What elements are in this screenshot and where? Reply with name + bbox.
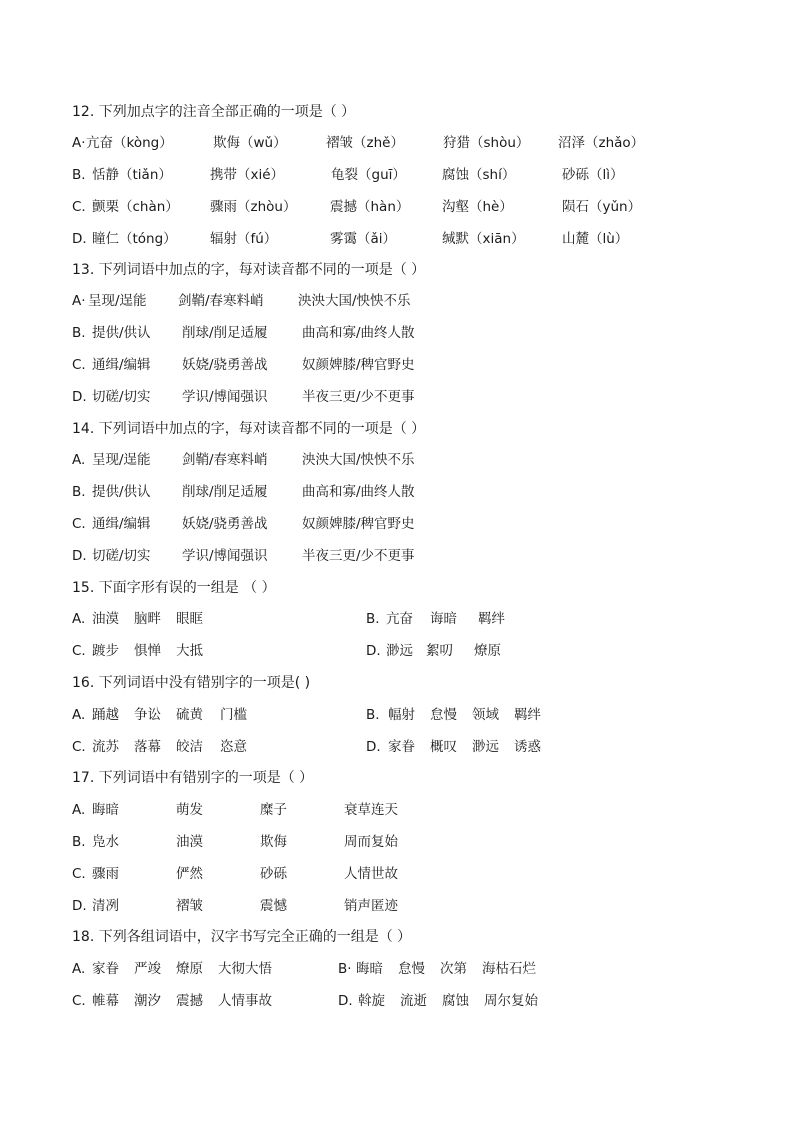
option-item: 沼泽（zhǎo） bbox=[558, 135, 645, 151]
option-item: 沟壑（hè） bbox=[442, 199, 513, 215]
option-item: 油漠 bbox=[176, 834, 203, 850]
option-item: 亢奋（kòng） bbox=[86, 135, 173, 151]
option-item: 踊越 bbox=[92, 707, 119, 723]
option-item: 诱惑 bbox=[514, 739, 541, 755]
option-label: C. bbox=[72, 993, 86, 1009]
option-item: 燎原 bbox=[176, 961, 203, 977]
option-item: 皎洁 bbox=[176, 739, 203, 755]
option-item: 周尔复始 bbox=[484, 993, 538, 1009]
option-label: D. bbox=[72, 548, 87, 564]
option-item: 半夜三更/少不更事 bbox=[302, 548, 415, 564]
option-item: 砂砾 bbox=[260, 866, 287, 882]
option-item: 曲高和寡/曲终人散 bbox=[302, 325, 415, 341]
option-label: D. bbox=[72, 898, 87, 914]
option-label: B. bbox=[366, 707, 380, 723]
question-16-stem: 16. 下列词语中没有错别字的一项是( ) bbox=[72, 675, 311, 691]
option-item: 帷幕 bbox=[92, 993, 119, 1009]
option-item: 絮叨 bbox=[426, 643, 453, 659]
option-label: B. bbox=[366, 611, 380, 627]
option-item: 恬静（tiǎn） bbox=[92, 167, 172, 183]
option-item: 山麓（lù） bbox=[562, 231, 629, 247]
option-item: 燎原 bbox=[474, 643, 501, 659]
option-label: B. bbox=[72, 834, 86, 850]
option-item: 缄默（xiān） bbox=[442, 231, 525, 247]
option-item: 半夜三更/少不更事 bbox=[302, 389, 415, 405]
option-item: 震憾 bbox=[260, 898, 287, 914]
option-item: 砂砾（lì） bbox=[562, 167, 624, 183]
option-item: 羁绊 bbox=[514, 707, 541, 723]
option-item: 携带（xié） bbox=[210, 167, 285, 183]
option-item: 切磋/切实 bbox=[92, 548, 151, 564]
option-item: 奴颜婢膝/稗官野史 bbox=[302, 357, 415, 373]
option-item: 渺远 bbox=[472, 739, 499, 755]
option-item: 门槛 bbox=[220, 707, 247, 723]
option-item: 辐射（fú） bbox=[210, 231, 278, 247]
option-item: 削球/削足适履 bbox=[182, 325, 268, 341]
option-item: 泱泱大国/怏怏不乐 bbox=[298, 293, 411, 309]
option-item: 渺远 bbox=[386, 643, 413, 659]
option-item: 怠慢 bbox=[430, 707, 457, 723]
option-item: 油漠 bbox=[92, 611, 119, 627]
option-item: 严竣 bbox=[134, 961, 161, 977]
option-item: 剑鞘/春寒料峭 bbox=[178, 293, 264, 309]
option-label: D. bbox=[366, 739, 381, 755]
option-label: B. bbox=[72, 167, 86, 183]
option-item: 学识/博闻强识 bbox=[182, 389, 268, 405]
option-item: 脑畔 bbox=[134, 611, 161, 627]
option-item: 褶皱（zhě） bbox=[326, 135, 404, 151]
option-item: 妖娆/骁勇善战 bbox=[182, 357, 268, 373]
option-item: 销声匿迹 bbox=[344, 898, 398, 914]
option-item: 大抵 bbox=[176, 643, 203, 659]
option-item: 凫水 bbox=[92, 834, 119, 850]
option-item: 晦暗 bbox=[92, 802, 119, 818]
option-item: 硫黄 bbox=[176, 707, 203, 723]
option-item: 褶皱 bbox=[176, 898, 203, 914]
option-item: 争讼 bbox=[134, 707, 161, 723]
option-item: 腐蚀 bbox=[442, 993, 469, 1009]
option-item: 幅射 bbox=[388, 707, 415, 723]
option-label: B· bbox=[338, 961, 352, 977]
option-item: 落幕 bbox=[134, 739, 161, 755]
option-item: 海枯石烂 bbox=[482, 961, 536, 977]
option-item: 概叹 bbox=[430, 739, 457, 755]
option-item: 踱步 bbox=[92, 643, 119, 659]
question-15-stem: 15. 下面字形有误的一组是 （ ） bbox=[72, 580, 276, 596]
option-label: D. bbox=[72, 389, 87, 405]
question-12-stem: 12. 下列加点字的注音全部正确的一项是（ ） bbox=[72, 104, 356, 120]
option-item: 震撼（hàn） bbox=[330, 199, 410, 215]
option-label: A. bbox=[72, 961, 86, 977]
option-label: C. bbox=[72, 739, 86, 755]
option-label: D. bbox=[338, 993, 353, 1009]
option-item: 流逝 bbox=[400, 993, 427, 1009]
option-label: B. bbox=[72, 484, 86, 500]
option-item: 怠慢 bbox=[398, 961, 425, 977]
option-item: 清冽 bbox=[92, 898, 119, 914]
option-item: 衰草连天 bbox=[344, 802, 398, 818]
option-item: 潮汐 bbox=[134, 993, 161, 1009]
option-label: C. bbox=[72, 516, 86, 532]
option-item: 奴颜婢膝/稗官野史 bbox=[302, 516, 415, 532]
option-item: 狩猎（shòu） bbox=[443, 135, 530, 151]
option-item: 呈现/逞能 bbox=[88, 293, 147, 309]
option-item: 欺侮 bbox=[260, 834, 287, 850]
option-label: C. bbox=[72, 866, 86, 882]
option-item: 切磋/切实 bbox=[92, 389, 151, 405]
option-label: A· bbox=[72, 135, 86, 151]
option-item: 提供/供认 bbox=[92, 325, 151, 341]
option-item: 震撼 bbox=[176, 993, 203, 1009]
option-item: 斡旋 bbox=[358, 993, 385, 1009]
option-item: 泱泱大国/怏怏不乐 bbox=[302, 452, 415, 468]
question-18-stem: 18. 下列各组词语中，汉字书写完全正确的一组是（ ） bbox=[72, 929, 412, 945]
option-item: 呈现/逞能 bbox=[92, 452, 151, 468]
option-item: 周而复始 bbox=[344, 834, 398, 850]
option-item: 领域 bbox=[472, 707, 499, 723]
option-item: 通缉/编辑 bbox=[92, 516, 151, 532]
option-label: C. bbox=[72, 643, 86, 659]
option-label: A. bbox=[72, 802, 86, 818]
option-item: 腐蚀（shí） bbox=[442, 167, 516, 183]
option-item: 大彻大悟 bbox=[218, 961, 272, 977]
option-item: 糜子 bbox=[260, 802, 287, 818]
option-label: A· bbox=[72, 293, 86, 309]
option-item: 学识/博闻强识 bbox=[182, 548, 268, 564]
question-14-stem: 14. 下列词语中加点的字，每对读音都不同的一项是（ ） bbox=[72, 421, 426, 437]
option-item: 诲暗 bbox=[430, 611, 457, 627]
question-13-stem: 13. 下列词语中加点的字，每对读音都不同的一项是（ ） bbox=[72, 262, 426, 278]
option-label: A. bbox=[72, 452, 86, 468]
option-item: 次第 bbox=[440, 961, 467, 977]
option-item: 羁绊 bbox=[478, 611, 505, 627]
option-item: 雾霭（ǎi） bbox=[330, 231, 397, 247]
option-item: 家眷 bbox=[388, 739, 415, 755]
option-item: 欺侮（wǔ） bbox=[213, 135, 287, 151]
option-item: 晦暗 bbox=[356, 961, 383, 977]
option-item: 骤雨 bbox=[92, 866, 119, 882]
question-17-stem: 17. 下列词语中有错别字的一项是（ ） bbox=[72, 770, 314, 786]
option-item: 瞳仁（tóng） bbox=[92, 231, 177, 247]
option-item: 剑鞘/春寒料峭 bbox=[182, 452, 268, 468]
option-label: B. bbox=[72, 325, 86, 341]
option-item: 曲高和寡/曲终人散 bbox=[302, 484, 415, 500]
option-item: 妖娆/骁勇善战 bbox=[182, 516, 268, 532]
option-label: C. bbox=[72, 357, 86, 373]
option-item: 俨然 bbox=[176, 866, 203, 882]
option-label: A. bbox=[72, 611, 86, 627]
option-item: 人情事故 bbox=[218, 993, 272, 1009]
option-item: 萌发 bbox=[176, 802, 203, 818]
option-item: 龟裂（guī） bbox=[331, 167, 406, 183]
option-label: D. bbox=[72, 231, 87, 247]
option-label: A. bbox=[72, 707, 86, 723]
option-label: C. bbox=[72, 199, 86, 215]
option-item: 提供/供认 bbox=[92, 484, 151, 500]
option-label: D. bbox=[366, 643, 381, 659]
option-item: 家眷 bbox=[92, 961, 119, 977]
option-item: 通缉/编辑 bbox=[92, 357, 151, 373]
option-item: 陨石（yǔn） bbox=[562, 199, 642, 215]
option-item: 骤雨（zhòu） bbox=[210, 199, 297, 215]
option-item: 人情世故 bbox=[344, 866, 398, 882]
option-item: 颤栗（chàn） bbox=[92, 199, 179, 215]
option-item: 削球/削足适履 bbox=[182, 484, 268, 500]
option-item: 惧惮 bbox=[134, 643, 161, 659]
option-item: 眼眶 bbox=[176, 611, 203, 627]
option-item: 恣意 bbox=[220, 739, 247, 755]
option-item: 亢奋 bbox=[386, 611, 413, 627]
option-item: 流苏 bbox=[92, 739, 119, 755]
